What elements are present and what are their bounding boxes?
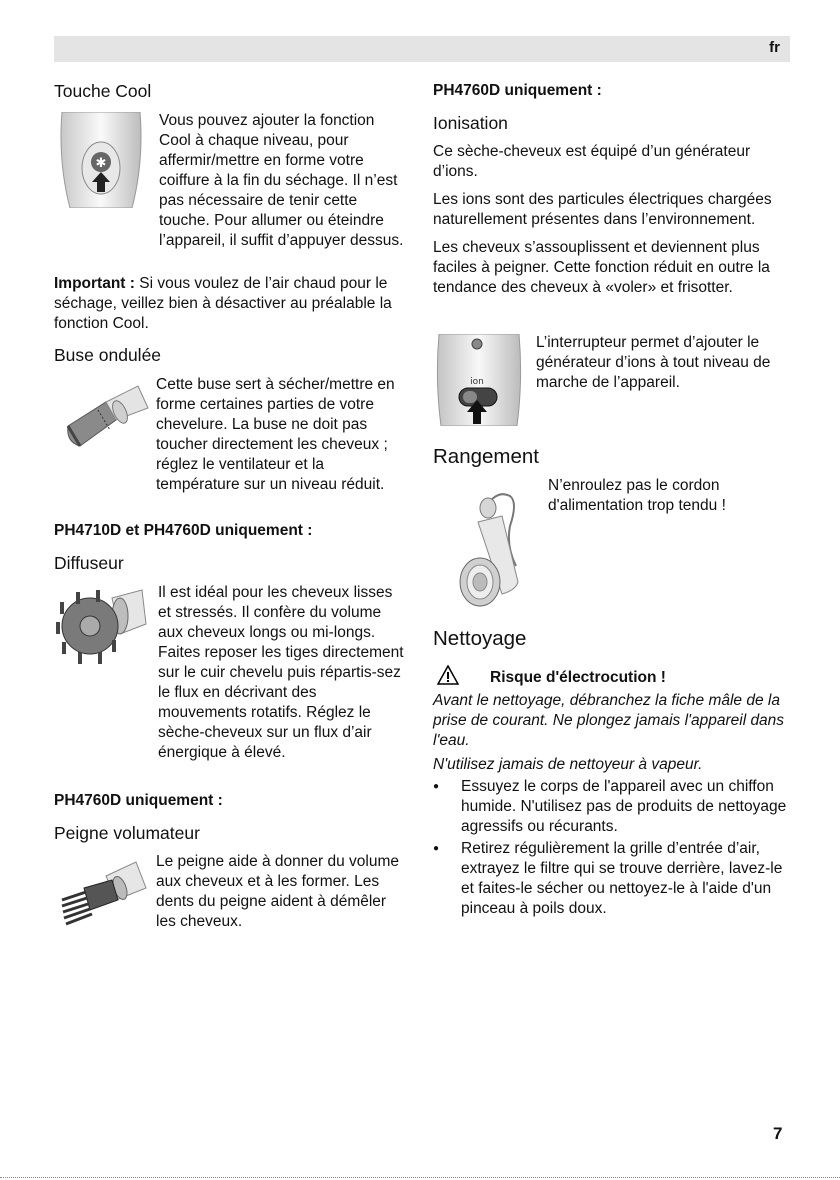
touche-cool-text: Vous pouvez ajouter la fonction Cool à chaque niveau, pour affermir/mettre en forme votre coiffure à la fin du séchage. Il n’est pas nécessaire de tenir cette touche. Pour allumer ou éteindre l’appareil, il suffit d’appuyer dessus. [159,112,404,249]
section-title-peigne: Peigne volumateur [54,823,200,843]
important-label: Important : [54,275,135,292]
section-title-buse: Buse ondulée [54,345,162,365]
warning-icon [437,665,459,685]
diffuseur-text: Il est idéal pour les cheveux lisses et stressés. Il confère du volume aux cheveux longs ou mi-longs. Faites reposer les tiges directement sur le cuir chevelu puis répartis-sez le flux en décrivant des mouvements rotatifs. Réglez le sèche-cheveux sur un flux d’air énergique à élevé. [158,584,404,761]
storage-illustration [458,486,532,610]
svg-text:✱: ✱ [95,156,107,171]
section-title-nettoyage: Nettoyage [433,627,527,650]
warning-text: Avant le nettoyage, débranchez la fiche mâle de la prise de courant. Ne plongez jamais l'appareil dans l'eau. [433,692,785,749]
comb-illustration [56,858,148,930]
important-note [54,274,409,334]
important-text: Si vous voulez de l’air chaud pour le séchage, veillez bien à désactiver au préalable la fonction Cool. [54,275,392,332]
bottom-divider [0,1177,840,1178]
cool-button-illustration [56,112,146,208]
buse-nozzle-illustration [58,380,150,452]
nettoyage-text [433,691,791,919]
language-label: fr [769,39,780,56]
model-note-ph4710d: PH4710D et PH4760D uniquement : [54,522,313,539]
steam-warning-text: N'utilisez jamais de nettoyeur à vapeur. [433,756,703,773]
model-note-ph4760d-right: PH4760D uniquement : [433,82,602,99]
rangement-text: N’enroulez pas le cordon d'alimentation trop tendu ! [548,477,726,514]
diffuseur-text-block [158,583,408,763]
cleaning-list [433,777,791,919]
ion-switch-illustration [435,334,523,426]
section-title-touche-cool: Touche Cool [54,81,152,101]
ionisation-paragraph-2: Les ions sont des particules électriques chargées naturellement présentes dans l’environnement. [433,191,772,228]
diffuser-illustration [54,588,148,668]
section-title-ionisation: Ionisation [433,113,508,133]
ionisation-paragraph-1: Ce sèche-cheveux est équipé d’un générateur d’ions. [433,143,751,180]
list-item: ● Essuyez le corps de l'appareil avec un chiffon humide. N'utilisez pas de produits de nettoyage agressifs ou récurants. [433,777,791,837]
section-title-diffuseur: Diffuseur [54,553,124,573]
list-item: ● Retirez régulièrement la grille d’entrée d’air, extrayez le filtre qui se trouve derrière, lavez-le et faites-le sécher ou nettoyez-le à l'aide d'un pinceau à poils doux. [433,839,791,919]
warning-title: Risque d'électrocution ! [490,669,666,686]
peigne-text: Le peigne aide à donner du volume aux cheveux et à les former. Les dents du peigne aident à démêler les cheveux. [156,853,400,930]
page-number: 7 [773,1124,783,1143]
ionisation-text [433,142,788,306]
section-title-rangement: Rangement [433,445,539,468]
model-note-ph4760d-left: PH4760D uniquement : [54,792,223,809]
ionisation-paragraph-3: Les cheveux s’assouplissent et deviennent plus faciles à peigner. Cette fonction réduit en outre la tendance des cheveux à «voler» et frisotter. [433,239,770,296]
ion-label: ion [470,377,484,387]
buse-text: Cette buse sert à sécher/mettre en forme certaines parties de votre chevelure. La buse ne doit pas toucher directement les cheveux ; réglez le ventilateur et la température sur un niveau réduit. [156,376,395,493]
ionisation-switch-text: L’interrupteur permet d’ajouter le générateur d’ions à tout niveau de marche de l’appareil. [536,334,771,391]
header-bar [54,36,790,62]
